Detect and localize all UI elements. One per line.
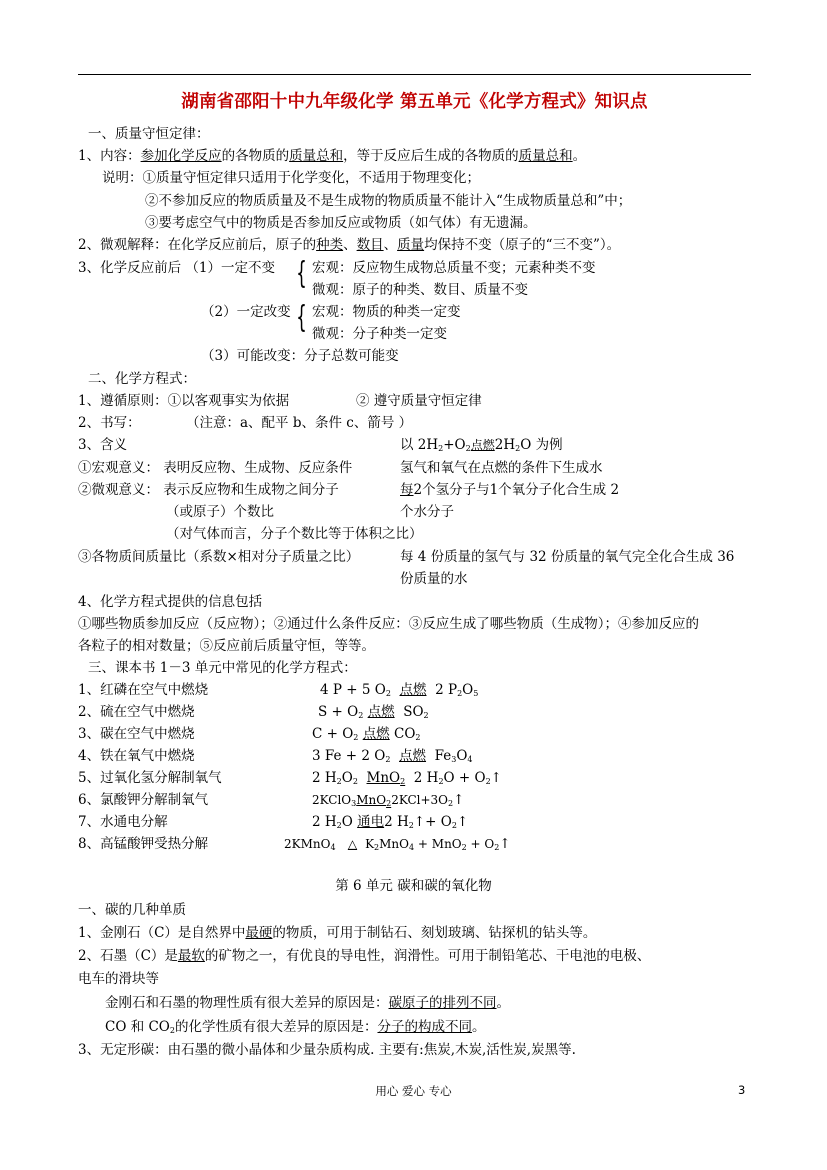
content-line: 3、化学反应前后 （1）一定不变 [78,260,275,276]
list-item: 6、氯酸钾分解制氧气 [78,792,209,808]
section-heading: 二、化学方程式： [88,371,196,387]
section-heading: 一、质量守恒定律： [88,126,210,142]
equation: 3 Fe + 2 $O_2$ 点燃 $Fe_3O_4$ [312,748,473,764]
content-line: （2）一定改变 [201,304,291,320]
unit-heading: 第 6 单元 碳和碳的氧化物 [335,878,492,894]
section-heading: 一、碳的几种单质 [78,902,186,918]
list-item: 8、高锰酸钾受热分解 [78,836,209,852]
content-line: ③各物质间质量比（系数×相对分子质量之比） [78,549,360,565]
list-item: 4、铁在氧气中燃烧 [78,748,195,764]
equation: 2 $H_2O_2$ MnO$_2$ 2 $H_2O$ + $O_2↑$ [312,770,502,786]
content-line: CO 和 $CO_2$的化学性质有很大差异的原因是：分子的构成不同。 [105,1019,486,1035]
content-line: 每2个氢分子与1个氧分子化合生成 2 [400,482,620,498]
content-line: 份质量的水 [400,571,468,587]
footer-text: 用心 爱心 专心 [375,1084,452,1098]
section-heading: 三、课本书 1－3 单元中常见的化学方程式： [88,660,357,676]
content-line: 氢气和氧气在点燃的条件下生成水 [400,460,603,476]
content-line: （注意：a、配平 b、条件 c、箭号 ） [186,415,413,431]
content-line: ②微观意义： 表示反应物和生成物之间分子 [78,482,339,498]
equation: $S + O_2$ 点燃 $SO_2$ [318,704,429,720]
content-line: 3、含义 [78,437,128,453]
list-item: 3、碳在空气中燃烧 [78,726,195,742]
content-line: （或原子）个数比 [166,504,274,520]
content-line: 宏观：反应物生成物总质量不变；元素种类不变 [312,260,596,276]
list-item: 5、过氧化氢分解制氧气 [78,770,222,786]
content-line: 宏观：物质的种类一定变 [312,304,461,320]
content-line: 1、内容：参加化学反应的各物质的质量总和，等于反应后生成的各物质的质量总和。 [78,148,587,164]
brace-icon: { [296,256,307,291]
content-line: 微观：原子的种类、数目、质量不变 [312,282,528,298]
list-item: 7、水通电分解 [78,814,168,830]
content-line: ①哪些物质参加反应（反应物）；②通过什么条件反应：③反应生成了哪些物质（生成物）；④参加反应的 [78,616,699,632]
content-line: 每 4 份质量的氢气与 32 份质量的氧气完全化合生成 36 [400,549,735,565]
content-line: ①宏观意义： 表明反应物、生成物、反应条件 [78,460,353,476]
content-line: 2、书写： [78,415,141,431]
list-item: 2、硫在空气中燃烧 [78,704,195,720]
equation: 2KMnO$_4$ △ $K_2MnO_4 + MnO_2$ + $O_2↑$ [284,836,511,852]
list-item: 1、红磷在空气中燃烧 [78,682,209,698]
equation: $2KClO_3MnO_22KCl+3O_2↑$ [312,792,465,808]
content-line: 1、遵循原则：①以客观事实为依据 [78,393,290,409]
content-line: ② 遵守质量守恒定律 [356,393,482,409]
content-line: 各粒子的相对数量；⑤反应前后质量守恒，等等。 [78,638,375,654]
equation: $C + O_2$ 点燃 $CO_2$ [312,726,421,742]
header-rule [78,74,751,75]
content-line: 3、无定形碳：由石墨的微小晶体和少量杂质构成. 主要有:焦炭,木炭,活性炭,炭黑等. [78,1042,576,1058]
equation: 2 $H_2O$ 通电2 $H_2↑+$ $O_2↑$ [312,814,469,830]
content-line: 2、石墨（C）是最软的矿物之一，有优良的导电性，润滑性。可用于制铅笔芯、干电池的电极、 [78,948,651,964]
note-line: ②不参加反应的物质质量及不是生成物的物质质量不能计入“生成物质量总和”中； [145,193,632,209]
page-title: 湖南省邵阳十中九年级化学 第五单元《化学方程式》知识点 [181,92,648,112]
content-line: 1、金刚石（C）是自然界中最硬的物质，可用于制钻石、刻划玻璃、钻探机的钻头等。 [78,925,597,941]
brace-icon: { [296,300,307,335]
content-line: 微观：分子种类一定变 [312,326,447,342]
page-number: 3 [738,1083,746,1097]
content-line: 个水分子 [400,504,454,520]
equation: 4 P + 5 $O_2$ 点燃 2 $P_2O_5$ [320,682,479,698]
note-line: 说明：①质量守恒定律只适用于化学变化，不适用于物理变化； [102,170,480,186]
content-line: （3）可能改变：分子总数可能变 [201,348,399,364]
content-line: 2、微观解释：在化学反应前后，原子的种类、数目、质量均保持不变（原子的“三不变”）。 [78,237,621,253]
content-line: 4、化学方程式提供的信息包括 [78,594,263,610]
content-line: 电车的滑块等 [78,971,159,987]
note-line: ③要考虑空气中的物质是否参加反应或物质（如气体）有无遗漏。 [145,215,537,231]
content-line: 金刚石和石墨的物理性质有很大差异的原因是：碳原子的排列不同。 [105,995,510,1011]
content-line: （对气体而言，分子个数比等于体积之比） [166,526,423,542]
equation-example: 以 $2H_2+O_2$点燃$2H_2O$ 为例 [400,437,563,453]
